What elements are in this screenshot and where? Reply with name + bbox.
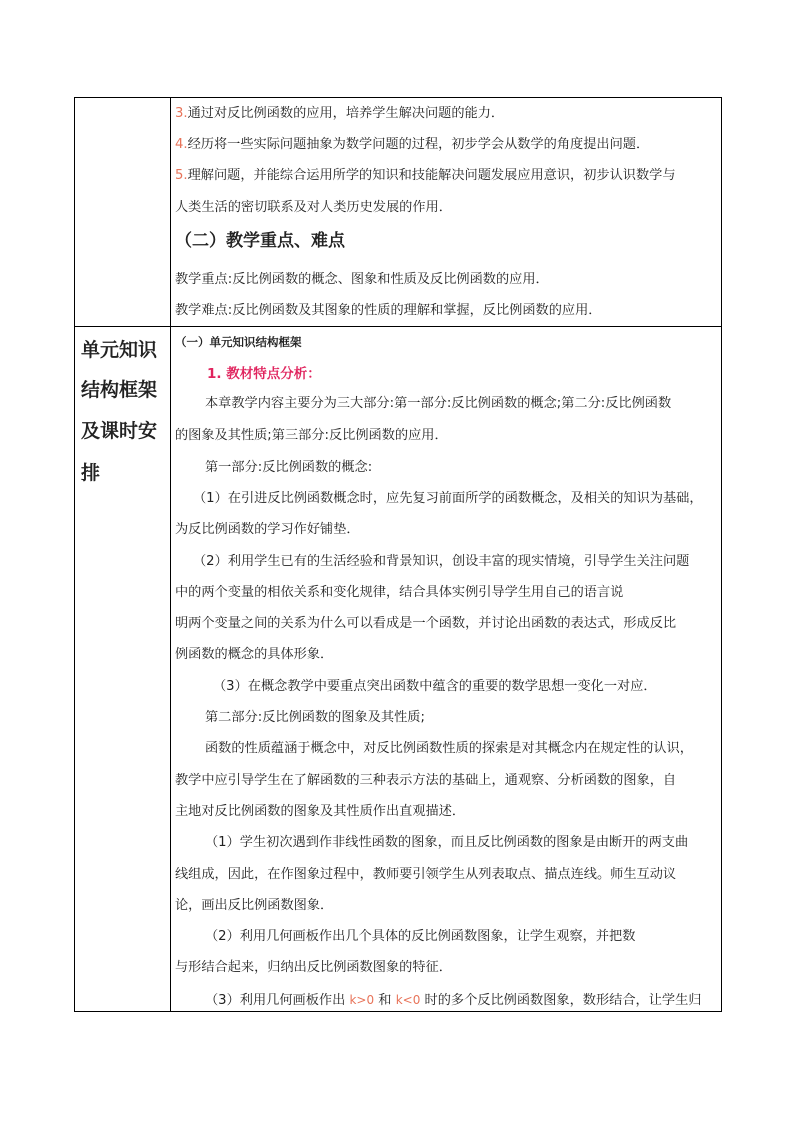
item-text: 经历将一些实际问题抽象为数学问题的过程，初步学会从数学的角度提出问题． — [187, 137, 650, 152]
item-number: 5. — [175, 168, 188, 183]
text-segment: 和 — [374, 993, 396, 1008]
body-line: 本章教学内容主要分为三大部分:第一部分:反比例函数的概念;第二分:反比例函数 — [205, 396, 672, 411]
body-line: 例函数的概念的具体形象． — [175, 647, 334, 662]
body-line: 线组成，因此，在作图象过程中，教师要引领学生从列表取点、描点连线。师生互动议 — [175, 867, 677, 882]
item-number: 4. — [175, 137, 188, 152]
section-heading: （二）教学重点、难点 — [175, 231, 345, 251]
body-line: 教学中应引导学生在了解函数的三种表示方法的基础上，通观察、分析函数的图象，自 — [175, 773, 677, 788]
item-text: 通过对反比例函数的应用，培养学生解决问题的能力． — [187, 106, 505, 121]
header-line-1: 单元知识 — [81, 339, 158, 361]
objective-item-5-cont: 人类生活的密切联系及对人类历史发展的作用． — [175, 200, 452, 215]
body-line: （2）利用学生已有的生活经验和背景知识，创设丰富的现实情境，引导学生关注问题 — [193, 554, 690, 569]
condition-k-positive: k>0 — [349, 993, 375, 1007]
body-line: （1）在引进反比例函数概念时，应先复习前面所学的函数概念，及相关的知识为基础， — [193, 491, 703, 506]
body-line: 中的两个变量的相依关系和变化规律，结合具体实例引导学生用自己的语言说 — [175, 585, 624, 600]
objective-item-4 — [175, 137, 649, 153]
text-segment: 时的多个反比例函数图象，数形结合，让学生归 — [420, 993, 702, 1008]
header-line-4: 排 — [81, 462, 101, 484]
body-line: 明两个变量之间的关系为什么可以看成是一个函数，并讨论出函数的表达式，形成反比 — [175, 616, 677, 631]
body-line: （3）在概念教学中要重点突出函数中蕴含的重要的数学思想一变化一对应． — [213, 679, 657, 694]
item-text: 理解问题，并能综合运用所学的知识和技能解决问题发展应用意识，初步认识数学与 — [187, 168, 676, 183]
body-line-last — [205, 992, 701, 1009]
objective-item-5 — [175, 168, 676, 184]
structure-subheading: （一）单元知识结构框架 — [175, 335, 302, 349]
column-divider — [170, 98, 171, 1011]
header-line-3: 及课时安 — [81, 420, 158, 442]
body-line: （2）利用几何画板作出几个具体的反比例函数图象，让学生观察，并把数 — [205, 929, 636, 944]
condition-k-negative: k<0 — [395, 993, 421, 1007]
text-segment: （3）利用几何画板作出 — [205, 993, 350, 1008]
body-line: 为反比例函数的学习作好铺垫． — [175, 522, 360, 537]
difficult-point: 教学难点:反比例函数及其图象的性质的理解和掌握，反比例函数的应用． — [175, 303, 602, 318]
body-line: 与形结合起来，归纳出反比例函数图象的特征． — [175, 960, 452, 975]
lesson-plan-table — [74, 97, 722, 1012]
row-divider — [75, 326, 721, 327]
key-point: 教学重点:反比例函数的概念、图象和性质及反比例函数的应用． — [175, 272, 549, 287]
objective-item-3 — [175, 106, 504, 122]
body-line: 第二部分:反比例函数的图象及其性质; — [205, 710, 425, 725]
body-line: 主地对反比例函数的图象及其性质作出直观描述． — [175, 804, 466, 819]
body-line: 第一部分:反比例函数的概念: — [205, 460, 373, 475]
body-line: 函数的性质蕴涵于概念中，对反比例函数性质的探索是对其概念内在规定性的认识， — [205, 741, 693, 756]
body-line: 论，画出反比例函数图象． — [175, 898, 334, 913]
body-line: （1）学生初次遇到作非线性函数的图象，而且反比例函数的图象是由断开的两支曲 — [205, 835, 689, 850]
header-line-2: 结构框架 — [81, 379, 158, 401]
item-number: 3. — [175, 106, 188, 121]
body-line: 的图象及其性质;第三部分:反比例函数的应用． — [175, 428, 448, 443]
analysis-title: 1. 教材特点分析： — [207, 366, 321, 382]
